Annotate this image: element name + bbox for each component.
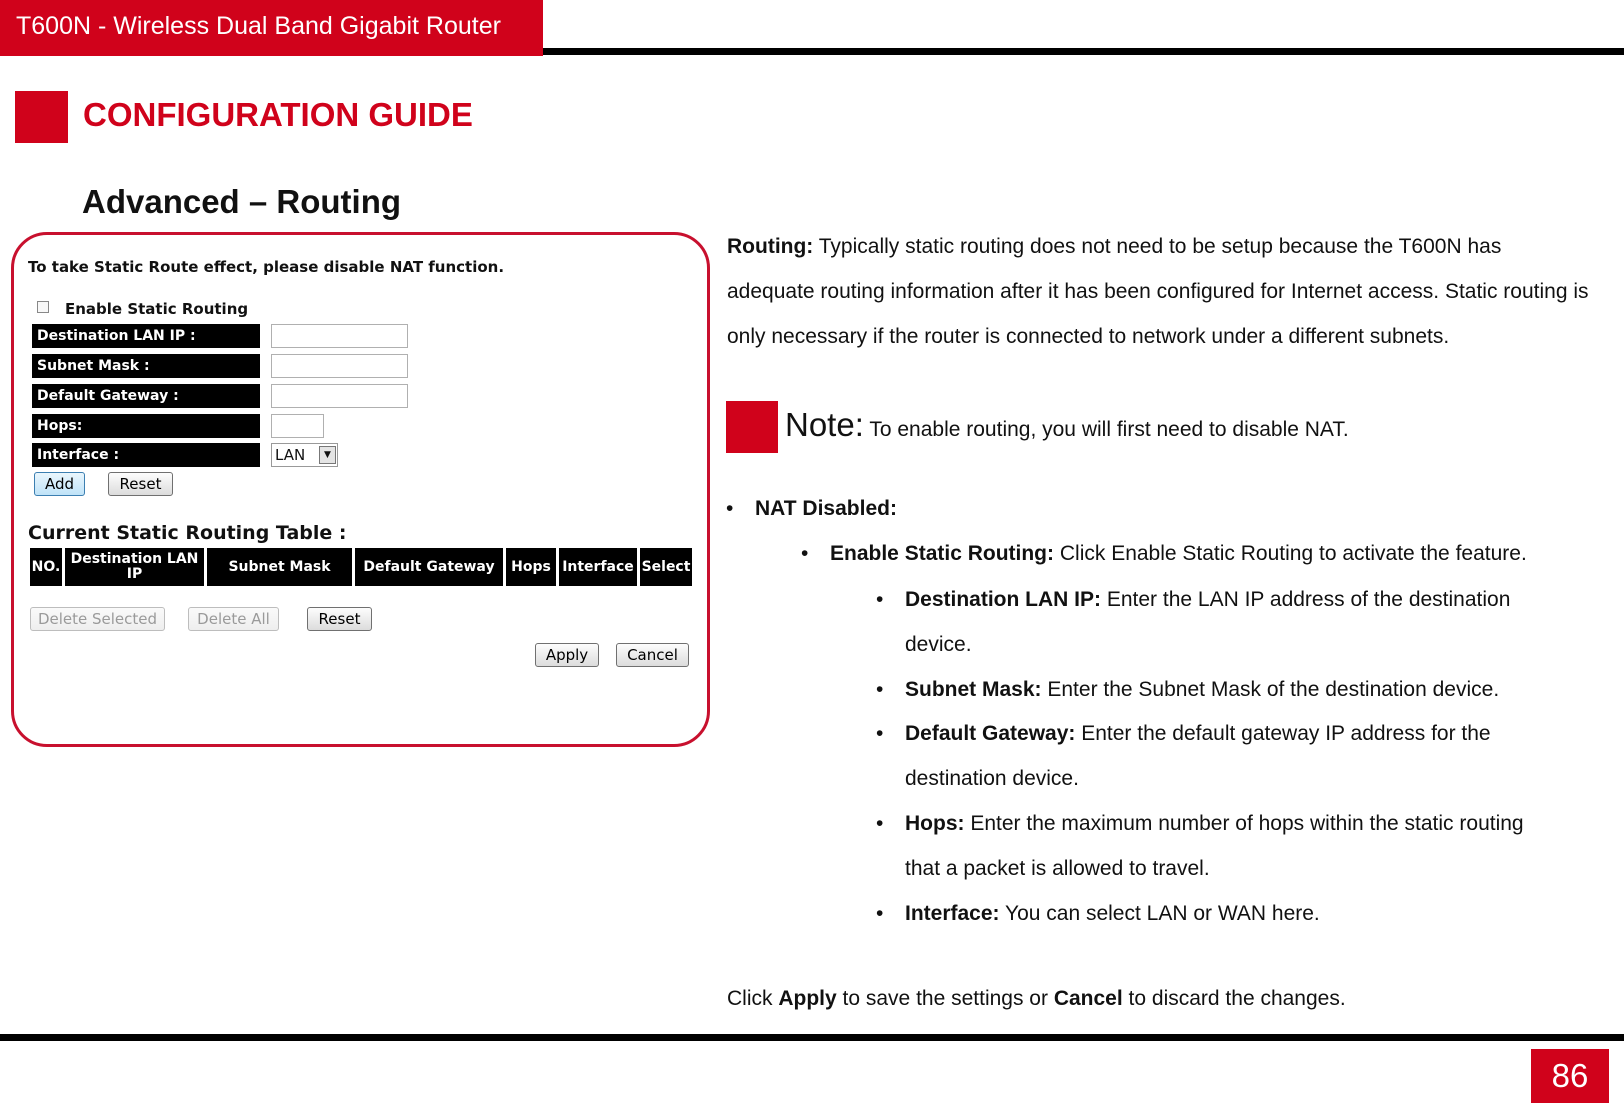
routing-term: Routing: <box>727 235 814 258</box>
note-marker <box>726 401 778 453</box>
column-header-hops: Hops <box>506 548 556 586</box>
subnet-mask-label: Subnet Mask : <box>32 354 260 378</box>
list-item <box>801 542 1591 566</box>
routing-description <box>727 224 1593 359</box>
delete-selected-button[interactable]: Delete Selected <box>30 607 165 631</box>
chevron-down-icon[interactable]: ▼ <box>319 446 336 464</box>
guide-marker <box>15 91 68 143</box>
destination-lan-ip-text: Enter the LAN IP address of the destination device. <box>905 588 1511 656</box>
nat-warning-text: To take Static Route effect, please disable NAT function. <box>28 258 505 276</box>
column-header-select: Select <box>640 548 692 586</box>
guide-title: CONFIGURATION GUIDE <box>83 96 473 133</box>
column-header-destination-lan-ip: Destination LAN IP <box>65 548 204 586</box>
enable-static-routing-checkbox[interactable] <box>37 301 49 313</box>
column-header-interface: Interface <box>559 548 637 586</box>
list-item <box>876 891 1576 936</box>
routing-table-header <box>30 548 692 586</box>
note <box>785 406 1349 444</box>
bullet-icon: • <box>876 812 884 835</box>
nat-disabled-term: NAT Disabled: <box>755 497 897 520</box>
column-header-no: NO. <box>30 548 62 586</box>
product-title-tab: T600N - Wireless Dual Band Gigabit Router <box>0 0 543 56</box>
interface-term: Interface: <box>905 902 1000 925</box>
bullet-icon: • <box>876 678 884 701</box>
default-gateway-term: Default Gateway: <box>905 722 1076 745</box>
note-text: To enable routing, you will first need to disable NAT. <box>869 418 1349 441</box>
column-header-default-gateway: Default Gateway <box>355 548 503 586</box>
routing-text: Typically static routing does not need to be setup because the T600N has adequate routing information after it has been configured for Internet access. Static routing is only necessary if the router is connected to network under a different subnets. <box>727 235 1589 348</box>
interface-select-value: LAN <box>275 446 306 464</box>
closing-post: to discard the changes. <box>1128 987 1346 1010</box>
apply-button[interactable]: Apply <box>535 643 599 667</box>
enable-static-routing-label: Enable Static Routing <box>65 300 249 318</box>
destination-lan-ip-label: Destination LAN IP : <box>32 324 260 348</box>
closing-pre: Click <box>727 987 773 1010</box>
bullet-icon: • <box>876 722 884 745</box>
closing-apply: Apply <box>778 987 837 1010</box>
bullet-icon: • <box>876 902 884 925</box>
closing-cancel: Cancel <box>1053 987 1123 1010</box>
list-item <box>876 577 1576 667</box>
footer-rule <box>0 1034 1624 1041</box>
section-title: Advanced – Routing <box>82 183 402 220</box>
page-number: 86 <box>1531 1049 1609 1103</box>
cancel-button[interactable]: Cancel <box>616 643 689 667</box>
closing-instruction <box>727 987 1346 1011</box>
subnet-mask-input[interactable] <box>271 354 408 378</box>
default-gateway-label: Default Gateway : <box>32 384 260 408</box>
subnet-mask-text: Enter the Subnet Mask of the destination device. <box>1047 678 1500 701</box>
bullet-icon: • <box>726 497 734 520</box>
list-item <box>876 711 1576 801</box>
hops-term: Hops: <box>905 812 965 835</box>
subnet-mask-term: Subnet Mask: <box>905 678 1042 701</box>
closing-mid: to save the settings or <box>842 987 1048 1010</box>
note-label: Note: <box>785 406 864 443</box>
column-header-subnet-mask: Subnet Mask <box>207 548 352 586</box>
reset-button[interactable]: Reset <box>108 472 173 496</box>
enable-static-routing-text: Click Enable Static Routing to activate the feature. <box>1059 542 1527 565</box>
hops-text: Enter the maximum number of hops within the static routing that a packet is allowed to travel. <box>905 812 1524 880</box>
header-rule <box>543 48 1624 55</box>
add-button[interactable]: Add <box>34 472 85 496</box>
table-reset-button[interactable]: Reset <box>307 607 372 631</box>
default-gateway-input[interactable] <box>271 384 408 408</box>
list-item <box>876 667 1576 712</box>
interface-text: You can select LAN or WAN here. <box>1005 902 1320 925</box>
hops-label: Hops: <box>32 414 260 438</box>
bullet-icon: • <box>801 542 809 565</box>
list-item <box>876 801 1536 891</box>
routing-table-title: Current Static Routing Table : <box>28 522 347 544</box>
enable-static-routing-term: Enable Static Routing: <box>830 542 1055 565</box>
bullet-icon: • <box>876 588 884 611</box>
hops-input[interactable] <box>271 414 324 438</box>
delete-all-button[interactable]: Delete All <box>188 607 279 631</box>
destination-lan-ip-input[interactable] <box>271 324 408 348</box>
destination-lan-ip-term: Destination LAN IP: <box>905 588 1102 611</box>
interface-label: Interface : <box>32 443 260 467</box>
interface-select[interactable] <box>271 443 338 467</box>
default-gateway-text: Enter the default gateway IP address for the destination device. <box>905 722 1491 790</box>
